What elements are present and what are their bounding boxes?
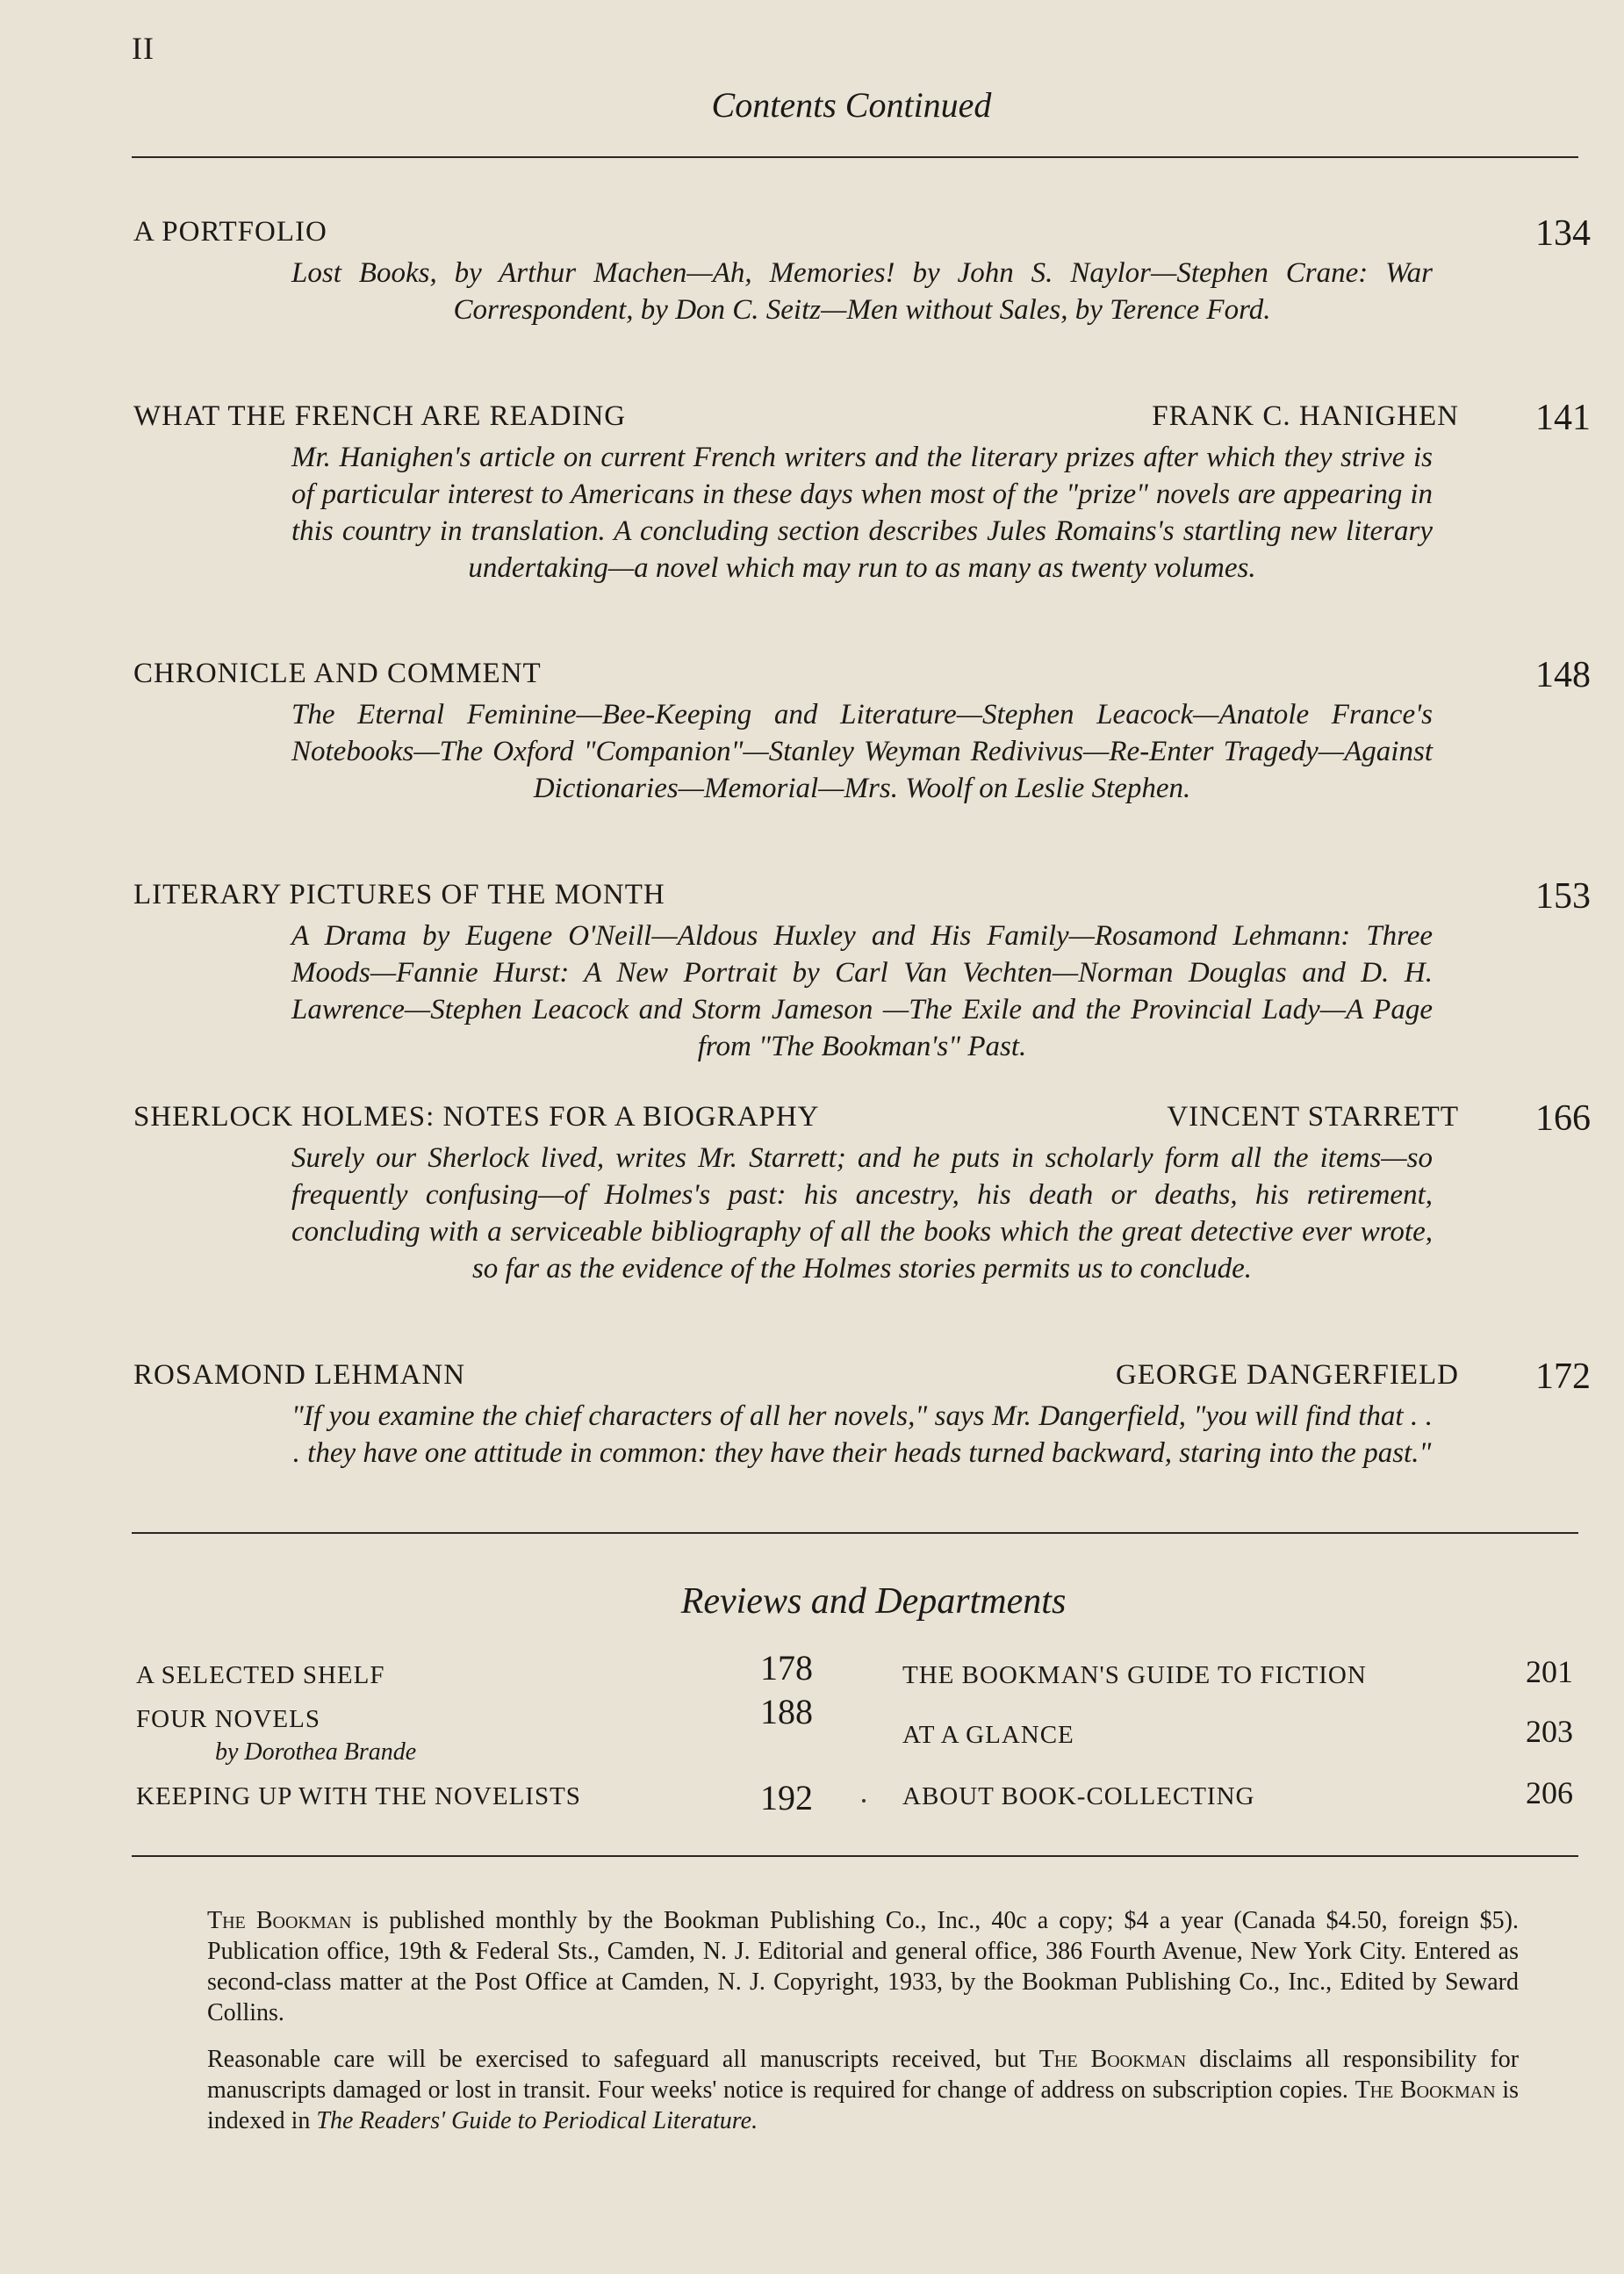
separator-dot xyxy=(862,1799,866,1803)
notice-text: is published monthly by the Bookman Publishing Co., Inc., 40c a copy; $4 a year (Canada $4.50, foreign $5). Publication office, 19th & Federal Sts., Camden, N. J. Editorial and general office, 386 Fourth Avenue, New York City. Entered as second-class matter at the Post Office at Camden, N. J. Copyright, 1933, by the Bookman Publishing Co., Inc., Edited by Seward Collins. xyxy=(207,1907,1519,2026)
entry-title: ROSAMOND LEHMANN xyxy=(133,1359,466,1391)
entry-description: Lost Books, by Arthur Machen—Ah, Memories! by John S. Naylor—Stephen Crane: War Correspondent, by Don C. Seitz—Men without Sales, by Terence Ford. xyxy=(291,257,1433,326)
contents-entry xyxy=(133,876,1591,1065)
entry-page: 172 xyxy=(1535,1356,1591,1397)
index-title: The Readers' Guide to Periodical Literature. xyxy=(316,2107,758,2134)
review-item-title: ABOUT BOOK-COLLECTING xyxy=(902,1782,1255,1810)
review-item-page: 178 xyxy=(760,1648,813,1688)
publication-notice xyxy=(207,1905,1519,2028)
entry-page: 153 xyxy=(1535,876,1591,917)
review-item-title: KEEPING UP WITH THE NOVELISTS xyxy=(136,1782,581,1810)
entry-page: 141 xyxy=(1535,398,1591,438)
magazine-name: The Bookman xyxy=(207,1907,352,1934)
review-item-byline: by Dorothea Brande xyxy=(215,1738,417,1766)
section-rule xyxy=(132,1532,1578,1534)
entry-page: 134 xyxy=(1535,213,1591,254)
entry-author: GEORGE DANGERFIELD xyxy=(1115,1359,1459,1391)
entry-description: "If you examine the chief characters of all her novels," says Mr. Dangerfield, "you will find that . . . they have one attitude in common: they have their heads turned backward, staring into the past." xyxy=(291,1400,1433,1469)
entry-title: CHRONICLE AND COMMENT xyxy=(133,658,542,689)
review-item-page: 201 xyxy=(1526,1654,1573,1689)
contents-entry xyxy=(133,1098,1591,1287)
top-rule xyxy=(132,156,1578,158)
entry-page: 148 xyxy=(1535,655,1591,695)
entry-page: 166 xyxy=(1535,1098,1591,1139)
entry-description: Mr. Hanighen's article on current French writers and the literary prizes after which they strive is of particular interest to Americans in these days when most of the "prize" novels are appearing in this country in translation. A concluding section describes Jules Romains's startling new literary undertaking—a novel which may run to as many as twenty volumes. xyxy=(291,442,1433,584)
notice-text: disclaims all responsibility for manuscripts damaged or lost in transit. Four weeks' notice is required for change of address on subscription copies. xyxy=(207,2046,1520,2104)
footer-rule xyxy=(132,1855,1578,1857)
entry-description: Surely our Sherlock lived, writes Mr. Starrett; and he puts in scholarly form all the items—so frequently confusing—of Holmes's past: his ancestry, his death or deaths, his retirement, concluding with a serviceable bibliography of all the books which the great detective ever wrote, so far as the evidence of the Holmes stories permits us to conclude. xyxy=(291,1142,1433,1285)
page-heading: Contents Continued xyxy=(711,85,992,125)
entry-description: The Eternal Feminine—Bee-Keeping and Literature—Stephen Leacock—Anatole France's Notebooks—The Oxford "Companion"—Stanley Weyman Redivivus—Re-Enter Tragedy—Against Dictionaries—Memorial—Mrs. Woolf on Leslie Stephen. xyxy=(291,699,1433,804)
review-item-title: A SELECTED SHELF xyxy=(136,1661,385,1689)
contents-entry xyxy=(133,1356,1591,1472)
entry-author: FRANK C. HANIGHEN xyxy=(1152,400,1459,432)
review-item-page: 203 xyxy=(1526,1714,1573,1749)
reviews-heading: Reviews and Departments xyxy=(680,1581,1067,1622)
magazine-name: The Bookman xyxy=(1038,2046,1187,2073)
entry-description: A Drama by Eugene O'Neill—Aldous Huxley and His Family—Rosamond Lehmann: Three Moods—Fannie Hurst: A New Portrait by Carl Van Vechten—Norman Douglas and D. H. Lawrence—Stephen Leacock and Storm Jameson —The Exile and the Provincial Lady—A Page from "The Bookman's" Past. xyxy=(291,920,1433,1062)
entry-author: VINCENT STARRETT xyxy=(1167,1101,1459,1133)
entry-title: A PORTFOLIO xyxy=(133,216,327,248)
notice-text: is indexed in xyxy=(207,2076,1519,2134)
contents-entry xyxy=(133,213,1591,328)
review-item-title: AT A GLANCE xyxy=(902,1721,1074,1749)
review-item-page: 188 xyxy=(760,1692,813,1731)
review-item-title: FOUR NOVELS xyxy=(136,1705,320,1733)
page-number: II xyxy=(132,31,154,66)
contents-entry xyxy=(133,400,1591,586)
review-item-title: THE BOOKMAN'S GUIDE TO FICTION xyxy=(902,1661,1367,1689)
review-item-page: 192 xyxy=(760,1778,813,1817)
manuscript-notice xyxy=(207,2044,1519,2136)
magazine-name: The Bookman xyxy=(1355,2076,1496,2104)
notice-text: Reasonable care will be exercised to safeguard all manuscripts received, but xyxy=(207,2046,1026,2073)
contents-entry xyxy=(133,655,1591,807)
review-item-page: 206 xyxy=(1526,1775,1573,1810)
entry-title: WHAT THE FRENCH ARE READING xyxy=(133,400,627,432)
entry-title: LITERARY PICTURES OF THE MONTH xyxy=(133,879,665,910)
entry-title: SHERLOCK HOLMES: NOTES FOR A BIOGRAPHY xyxy=(133,1101,820,1133)
